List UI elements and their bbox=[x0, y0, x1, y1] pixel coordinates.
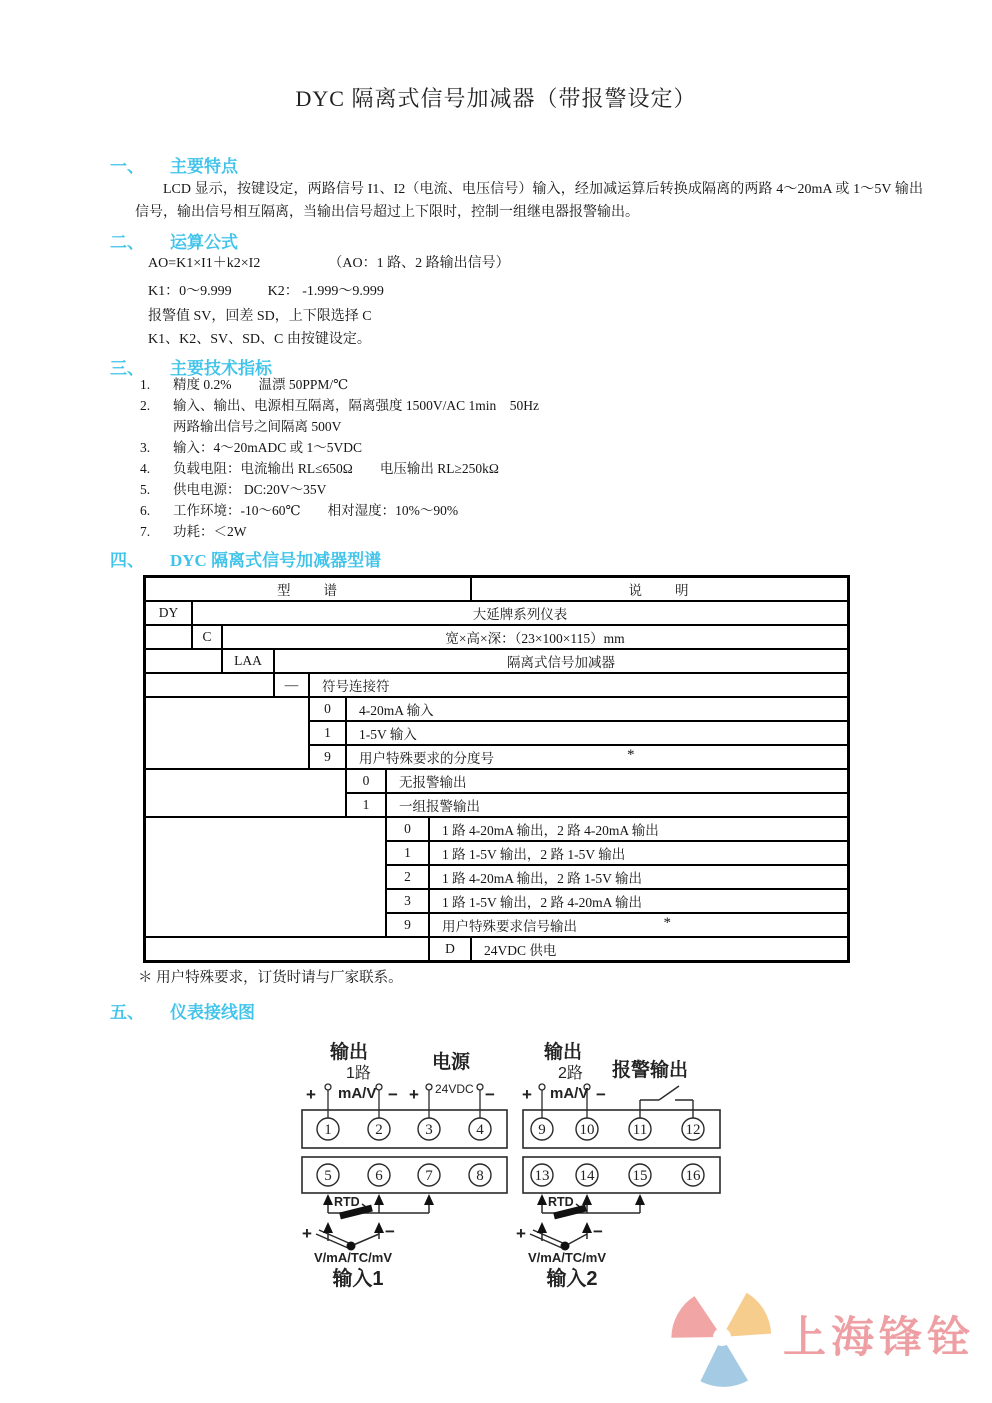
section-2-title: 运算公式 bbox=[170, 233, 238, 252]
section-4-heading bbox=[110, 546, 381, 571]
spacer-cell bbox=[146, 770, 345, 816]
k1-range: K1：0～9.999 bbox=[148, 284, 232, 299]
plus-sign: + bbox=[516, 1224, 526, 1243]
document-title: DYC 隔离式信号加减器（带报警设定） bbox=[295, 86, 697, 111]
list-item: 1. 精度 0.2% 温漂 50PPM/℃ bbox=[140, 377, 349, 392]
alarm-params-line: 报警值 SV，回差 SD，上下限选择 C bbox=[148, 309, 372, 324]
section-1-number: 一、 bbox=[110, 157, 144, 176]
signal-type-label: mA/V bbox=[338, 1085, 377, 1102]
svg-text:14: 14 bbox=[579, 1168, 595, 1184]
code-cell: D bbox=[430, 938, 470, 960]
output1-sub: 1路 bbox=[346, 1065, 371, 1082]
svg-text:2: 2 bbox=[375, 1122, 383, 1138]
list-item: 5. 供电电源： DC:20V～35V bbox=[140, 482, 327, 497]
minus-sign: − bbox=[385, 1222, 395, 1241]
desc-cell: 用户特殊要求信号输出 * bbox=[430, 914, 847, 936]
tech-spec-list bbox=[140, 374, 539, 542]
input2-signal-types: V/mA/TC/mV bbox=[527, 1250, 607, 1265]
section-2-heading bbox=[110, 228, 238, 253]
code-cell: 2 bbox=[387, 866, 428, 888]
svg-text:7: 7 bbox=[425, 1168, 433, 1184]
pinwheel-logo-icon bbox=[665, 1290, 781, 1400]
desc-cell: 宽×高×深：（23×100×115）mm bbox=[223, 626, 847, 648]
list-item: 4. 负载电阻：电流输出 RL≤650Ω 电压输出 RL≥250kΩ bbox=[140, 461, 499, 476]
desc-cell: 4-20mA 输入 bbox=[347, 698, 847, 720]
formula-note: （AO：1 路、2 路输出信号） bbox=[328, 256, 510, 271]
code-cell: — bbox=[275, 674, 308, 696]
list-item: 7. 功耗：＜2W bbox=[140, 524, 247, 539]
alarm-switch-icon bbox=[640, 1086, 693, 1118]
plus-sign: + bbox=[302, 1224, 312, 1243]
table-header-model: 型 谱 bbox=[146, 578, 470, 600]
svg-text:9: 9 bbox=[538, 1122, 546, 1138]
spacer-cell bbox=[146, 674, 273, 696]
k2-range: K2： -1.999～9.999 bbox=[267, 284, 384, 299]
desc-cell: 1-5V 输入 bbox=[347, 722, 847, 744]
svg-text:11: 11 bbox=[632, 1122, 648, 1138]
desc-cell: 1 路 1-5V 输出，2 路 4-20mA 输出 bbox=[430, 890, 847, 912]
svg-text:4: 4 bbox=[476, 1122, 484, 1138]
input1-wiring bbox=[302, 1194, 434, 1290]
section-3-number: 三、 bbox=[110, 359, 144, 378]
code-cell: 0 bbox=[387, 818, 428, 840]
desc-cell: 隔离式信号加减器 bbox=[275, 650, 847, 672]
model-spectrum-table bbox=[143, 575, 850, 963]
svg-text:1: 1 bbox=[324, 1122, 332, 1138]
coefficient-line bbox=[148, 280, 384, 300]
input1-label: 输入1 bbox=[332, 1268, 384, 1290]
output2-title: 输出 bbox=[544, 1042, 583, 1063]
list-item: 2. 输入、输出、电源相互隔离，隔离强度 1500V/AC 1min 50Hz bbox=[140, 398, 539, 413]
terminal-boxes bbox=[302, 1110, 720, 1193]
formula-line bbox=[148, 252, 510, 272]
code-cell: 9 bbox=[310, 746, 345, 768]
plus-sign: + bbox=[522, 1085, 532, 1104]
plus-sign: + bbox=[306, 1085, 316, 1104]
code-cell: LAA bbox=[223, 650, 273, 672]
svg-text:5: 5 bbox=[324, 1168, 332, 1184]
plus-sign: + bbox=[409, 1085, 419, 1104]
spacer-cell bbox=[146, 626, 191, 648]
minus-sign: − bbox=[596, 1085, 606, 1104]
spacer-cell bbox=[146, 938, 428, 960]
spacer-cell bbox=[146, 698, 308, 768]
section-5-number: 五、 bbox=[110, 1003, 144, 1022]
output1-title: 输出 bbox=[330, 1042, 369, 1063]
minus-sign: − bbox=[485, 1085, 495, 1104]
section-2-number: 二、 bbox=[110, 233, 144, 252]
section-4-title: DYC 隔离式信号加减器型谱 bbox=[170, 551, 382, 570]
section-1-body: LCD 显示，按键设定，两路信号 I1、I2（电流、电压信号）输入，经加减运算后转换成隔离的两路 4～20mA 或 1～5V 输出信号，输出信号相互隔离，当输出信号超过上下限时，控制一组继电器报警输出。 bbox=[135, 182, 923, 220]
code-cell: 9 bbox=[387, 914, 428, 936]
code-cell: DY bbox=[146, 602, 191, 624]
minus-sign: − bbox=[593, 1222, 603, 1241]
code-cell: 3 bbox=[387, 890, 428, 912]
desc-cell: 无报警输出 bbox=[387, 770, 847, 792]
list-item: 3. 输入：4～20mADC 或 1～5VDC bbox=[140, 440, 363, 455]
section-5-title: 仪表接线图 bbox=[170, 1003, 255, 1022]
svg-text:13: 13 bbox=[534, 1168, 550, 1184]
minus-sign: − bbox=[388, 1085, 398, 1104]
svg-text:3: 3 bbox=[425, 1122, 433, 1138]
spacer-cell bbox=[146, 818, 385, 936]
rtd-label: RTD bbox=[334, 1195, 360, 1209]
list-item-continuation: 两路输出信号之间隔离 500V bbox=[173, 419, 342, 434]
svg-text:6: 6 bbox=[375, 1168, 383, 1184]
section-5-heading bbox=[110, 998, 255, 1023]
desc-cell: 24VDC 供电 bbox=[472, 938, 847, 960]
output2-sub: 2路 bbox=[558, 1065, 583, 1082]
wiring-diagram bbox=[296, 1038, 726, 1298]
section-1-heading bbox=[110, 152, 238, 177]
terminal-numbers bbox=[324, 1122, 701, 1184]
list-item: 6. 工作环境：-10～60℃ 相对湿度：10%～90% bbox=[140, 503, 459, 518]
key-setting-line: K1、K2、SV、SD、C 由按键设定。 bbox=[148, 332, 371, 347]
svg-text:10: 10 bbox=[579, 1122, 595, 1138]
section-4-number: 四、 bbox=[110, 551, 144, 570]
company-name: 上海锋铨 bbox=[783, 1315, 975, 1362]
desc-cell: 大延牌系列仪表 bbox=[193, 602, 847, 624]
top-labels bbox=[306, 1040, 688, 1104]
desc-cell: 1 路 1-5V 输出，2 路 1-5V 输出 bbox=[430, 842, 847, 864]
desc-cell: 用户特殊要求的分度号 * bbox=[347, 746, 847, 768]
svg-text:12: 12 bbox=[685, 1122, 701, 1138]
rtd-label: RTD bbox=[548, 1195, 574, 1209]
svg-text:16: 16 bbox=[685, 1168, 701, 1184]
table-header-description: 说 明 bbox=[472, 578, 847, 600]
signal-type-label: mA/V bbox=[550, 1085, 589, 1102]
section-1-title: 主要特点 bbox=[170, 157, 238, 176]
power-title: 电源 bbox=[432, 1052, 471, 1073]
code-cell: C bbox=[193, 626, 221, 648]
desc-cell: 符号连接符 bbox=[310, 674, 847, 696]
section-3-title: 主要技术指标 bbox=[170, 359, 272, 378]
rtd-element-bar bbox=[554, 1208, 586, 1216]
code-cell: 0 bbox=[347, 770, 385, 792]
input1-signal-types: V/mA/TC/mV bbox=[313, 1250, 393, 1265]
code-cell: 1 bbox=[310, 722, 345, 744]
code-cell: 1 bbox=[387, 842, 428, 864]
input2-wiring bbox=[516, 1194, 645, 1290]
code-cell: 1 bbox=[347, 794, 385, 816]
table-footnote: ＊ 用户特殊要求，订货时请与厂家联系。 bbox=[138, 970, 403, 986]
svg-text:8: 8 bbox=[476, 1168, 484, 1184]
input2-label: 输入2 bbox=[546, 1268, 598, 1290]
special-request-star: * bbox=[663, 915, 672, 931]
special-request-star: * bbox=[627, 747, 635, 763]
desc-cell: 1 路 4-20mA 输出，2 路 1-5V 输出 bbox=[430, 866, 847, 888]
alarm-output-label: 报警输出 bbox=[612, 1060, 689, 1081]
formula: AO=K1×I1＋k2×I2 bbox=[148, 256, 261, 271]
power-voltage: 24VDC bbox=[435, 1082, 474, 1096]
desc-cell: 1 路 4-20mA 输出，2 路 4-20mA 输出 bbox=[430, 818, 847, 840]
desc-cell: 一组报警输出 bbox=[387, 794, 847, 816]
spacer-cell bbox=[146, 650, 221, 672]
svg-text:15: 15 bbox=[632, 1168, 648, 1184]
code-cell: 0 bbox=[310, 698, 345, 720]
rtd-element-bar bbox=[340, 1208, 372, 1216]
company-logo bbox=[645, 1272, 990, 1400]
